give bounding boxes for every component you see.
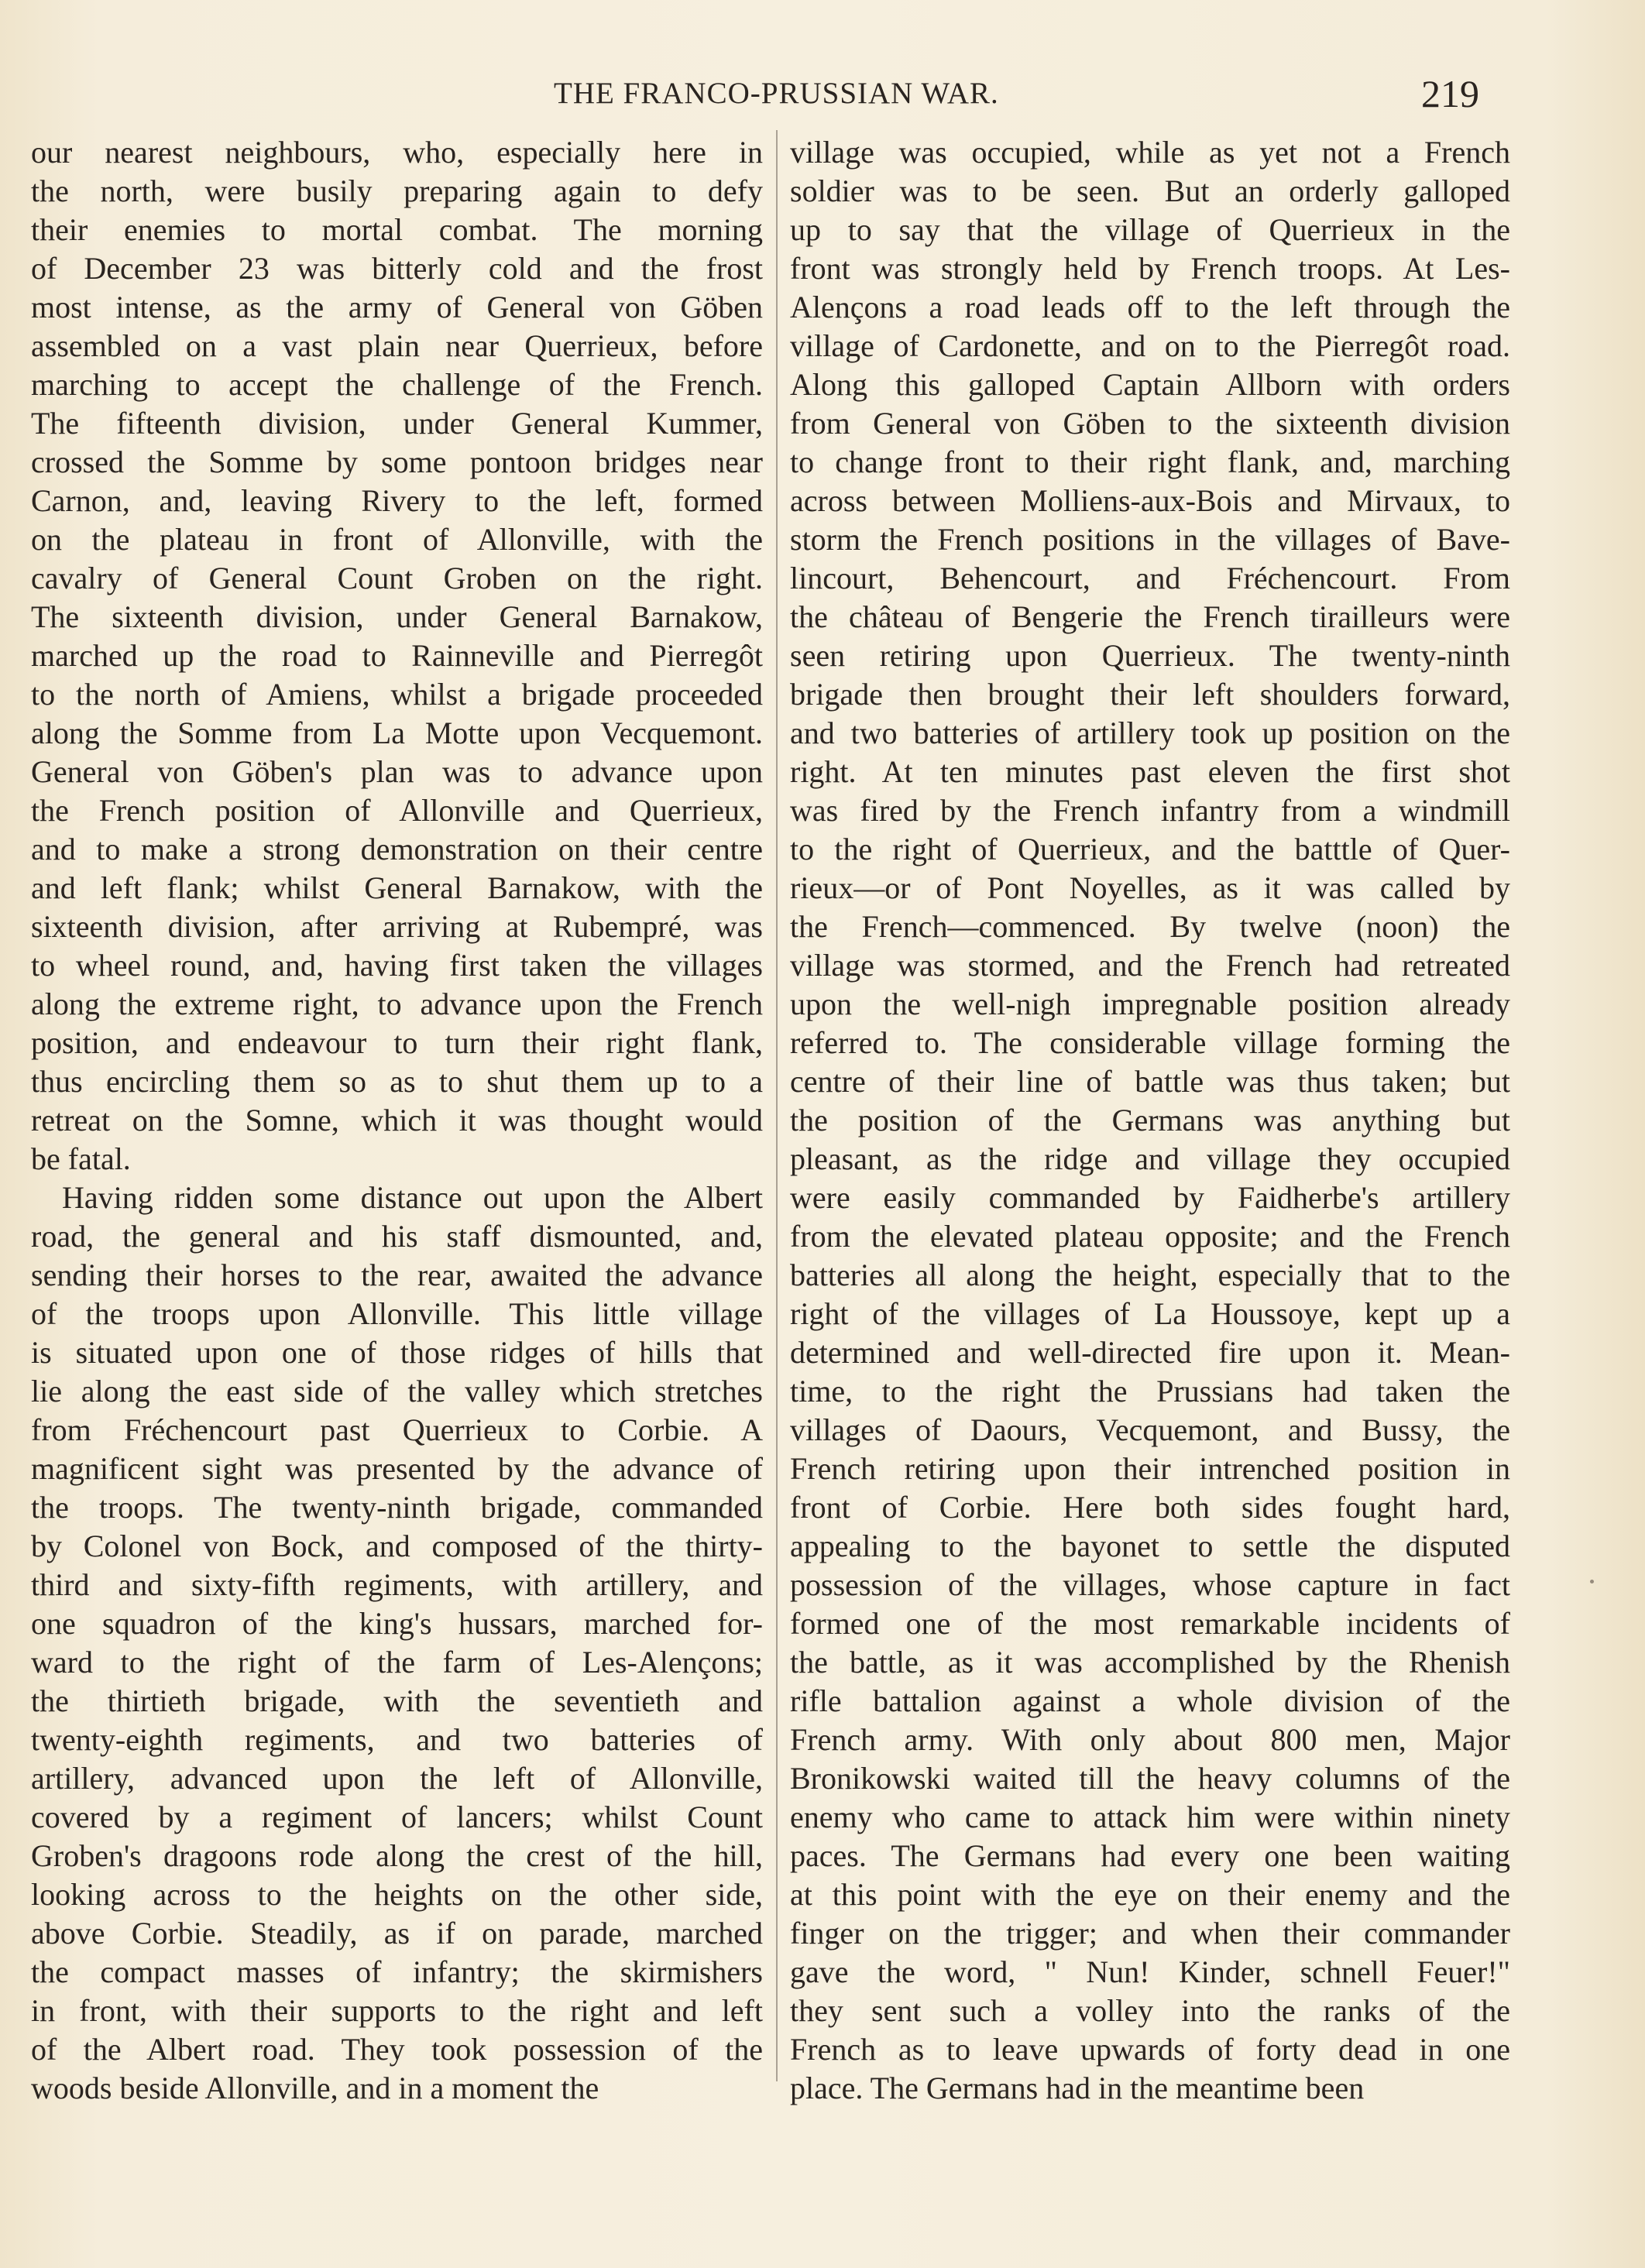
text-line: cavalry of General Count Groben on the right. (31, 561, 763, 595)
text-line: be fatal. (31, 1141, 131, 1176)
text-line: the thirtieth brigade, with the seventieth and (31, 1683, 763, 1718)
text-line: determined and well-directed fire upon it. Mean- (790, 1335, 1510, 1370)
text-line: one squadron of the king's hussars, marched for- (31, 1606, 763, 1641)
text-line: road, the general and his staff dismounted, and, (31, 1219, 763, 1254)
running-title: THE FRANCO-PRUSSIAN WAR. (554, 77, 999, 110)
text-line: batteries all along the height, especially that to the (790, 1258, 1510, 1292)
text-line: to the north of Amiens, whilst a brigade proceeded (31, 677, 763, 712)
text-line: to wheel round, and, having first taken the villages (31, 948, 763, 983)
text-line: finger on the trigger; and when their commander (790, 1916, 1510, 1951)
text-line: gave the word, " Nun! Kinder, schnell Feuer!" (790, 1954, 1510, 1989)
column-rule (776, 130, 778, 2081)
text-line: village was occupied, while as yet not a French (790, 135, 1510, 170)
text-line: assembled on a vast plain near Querrieux, before (31, 328, 763, 363)
text-line: village of Cardonette, and on to the Pierregôt road. (790, 328, 1510, 363)
text-line: The fifteenth division, under General Kummer, (31, 406, 763, 441)
text-line: marched up the road to Rainneville and Pierregôt (31, 638, 763, 673)
text-line: they sent such a volley into the ranks of the (790, 1993, 1510, 2028)
text-line: and two batteries of artillery took up position on the (790, 715, 1510, 750)
text-line: villages of Daours, Vecquemont, and Bussy, the (790, 1412, 1510, 1447)
text-line: rifle battalion against a whole division of the (790, 1683, 1510, 1718)
text-line: is situated upon one of those ridges of hills that (31, 1335, 763, 1370)
text-line: appealing to the bayonet to settle the disputed (790, 1529, 1510, 1563)
text-line: most intense, as the army of General von Göben (31, 290, 763, 324)
text-line: twenty-eighth regiments, and two batteries of (31, 1722, 763, 1757)
text-line: Carnon, and, leaving Rivery to the left, formed (31, 483, 763, 518)
text-line: village was stormed, and the French had retreated (790, 948, 1510, 983)
text-line: the compact masses of infantry; the skirmishers (31, 1954, 763, 1989)
text-line: sending their horses to the rear, awaited the advance (31, 1258, 763, 1292)
text-line: to change front to their right flank, and, marching (790, 444, 1510, 479)
text-line: from Fréchencourt past Querrieux to Corbie. A (31, 1412, 763, 1447)
text-line: time, to the right the Prussians had taken the (790, 1374, 1510, 1408)
text-line: artillery, advanced upon the left of Allonville, (31, 1761, 763, 1796)
page-number: 219 (1421, 72, 1479, 115)
text-line: from General von Göben to the sixteenth division (790, 406, 1510, 441)
text-line: across between Molliens-aux-Bois and Mirvaux, to (790, 483, 1510, 518)
text-line: up to say that the village of Querrieux in the (790, 212, 1510, 247)
text-line: French retiring upon their intrenched position in (790, 1451, 1510, 1486)
text-line: the troops. The twenty-ninth brigade, commanded (31, 1490, 763, 1525)
text-line: above Corbie. Steadily, as if on parade, marched (31, 1916, 763, 1951)
text-line: crossed the Somme by some pontoon bridges near (31, 444, 763, 479)
text-line: third and sixty-fifth regiments, with artillery, and (31, 1567, 763, 1602)
text-line: covered by a regiment of lancers; whilst Count (31, 1800, 763, 1834)
left-column (31, 133, 763, 2108)
text-line: formed one of the most remarkable incidents of (790, 1606, 1510, 1641)
ink-speck (1590, 1580, 1594, 1583)
right-column (790, 133, 1510, 2108)
text-line: seen retiring upon Querrieux. The twenty-ninth (790, 638, 1510, 673)
text-line: by Colonel von Bock, and composed of the thirty- (31, 1529, 763, 1563)
text-line: upon the well-nigh impregnable position already (790, 986, 1510, 1021)
text-line: lincourt, Behencourt, and Fréchencourt. From (790, 561, 1510, 595)
text-line: Along this galloped Captain Allborn with orders (790, 367, 1510, 402)
text-line: on the plateau in front of Allonville, with the (31, 522, 763, 557)
text-line: the position of the Germans was anything but (790, 1103, 1510, 1137)
text-line: the north, were busily preparing again to defy (31, 173, 763, 208)
text-line: sixteenth division, after arriving at Rubempré, was (31, 909, 763, 944)
text-line: lie along the east side of the valley which stretches (31, 1374, 763, 1408)
text-line: paces. The Germans had every one been waiting (790, 1838, 1510, 1873)
text-line: rieux—or of Pont Noyelles, as it was called by (790, 870, 1510, 905)
text-line: Having ridden some distance out upon the Albert (62, 1180, 763, 1215)
text-line: the French position of Allonville and Querrieux, (31, 793, 763, 828)
text-line: woods beside Allonville, and in a moment the (31, 2071, 599, 2105)
text-line: from the elevated plateau opposite; and the French (790, 1219, 1510, 1254)
text-line: place. The Germans had in the meantime been (790, 2071, 1365, 2105)
text-line: of the troops upon Allonville. This little village (31, 1296, 763, 1331)
text-line: the château of Bengerie the French tirailleurs were (790, 599, 1510, 634)
text-line: along the extreme right, to advance upon the French (31, 986, 763, 1021)
text-line: retreat on the Somne, which it was thought would (31, 1103, 763, 1137)
text-line: enemy who came to attack him were within ninety (790, 1800, 1510, 1834)
text-line: magnificent sight was presented by the advance of (31, 1451, 763, 1486)
text-line: were easily commanded by Faidherbe's artillery (790, 1180, 1510, 1215)
running-head (0, 71, 1645, 125)
text-line: was fired by the French infantry from a windmill (790, 793, 1510, 828)
text-line: ward to the right of the farm of Les-Alençons; (31, 1645, 763, 1680)
text-line: the battle, as it was accomplished by the Rhenish (790, 1645, 1510, 1680)
text-line: our nearest neighbours, who, especially here in (31, 135, 763, 170)
text-line: the French—commenced. By twelve (noon) the (790, 909, 1510, 944)
text-line: looking across to the heights on the other side, (31, 1877, 763, 1912)
text-line: in front, with their supports to the right and left (31, 1993, 763, 2028)
text-line: right of the villages of La Houssoye, kept up a (790, 1296, 1510, 1331)
text-line: front was strongly held by French troops. At Les- (790, 251, 1510, 286)
text-line: front of Corbie. Here both sides fought hard, (790, 1490, 1510, 1525)
text-line: Alençons a road leads off to the left through the (790, 290, 1510, 324)
text-line: and left flank; whilst General Barnakow, with the (31, 870, 763, 905)
text-line: possession of the villages, whose capture in fact (790, 1567, 1510, 1602)
text-line: storm the French positions in the villages of Bave- (790, 522, 1510, 557)
text-line: centre of their line of battle was thus taken; but (790, 1064, 1510, 1099)
text-line: of the Albert road. They took possession of the (31, 2032, 763, 2067)
text-line: French army. With only about 800 men, Major (790, 1722, 1510, 1757)
text-line: soldier was to be seen. But an orderly galloped (790, 173, 1510, 208)
text-line: right. At ten minutes past eleven the first shot (790, 754, 1510, 789)
text-line: of December 23 was bitterly cold and the frost (31, 251, 763, 286)
text-line: to the right of Querrieux, and the batttle of Quer- (790, 832, 1510, 866)
text-line: Bronikowski waited till the heavy columns of the (790, 1761, 1510, 1796)
text-line: at this point with the eye on their enemy and the (790, 1877, 1510, 1912)
text-line: along the Somme from La Motte upon Vecquemont. (31, 715, 763, 750)
text-line: thus encircling them so as to shut them up to a (31, 1064, 763, 1099)
text-line: marching to accept the challenge of the French. (31, 367, 763, 402)
text-line: pleasant, as the ridge and village they occupied (790, 1141, 1510, 1176)
text-line: General von Göben's plan was to advance upon (31, 754, 763, 789)
text-line: brigade then brought their left shoulders forward, (790, 677, 1510, 712)
text-line: their enemies to mortal combat. The morning (31, 212, 763, 247)
text-line: position, and endeavour to turn their right flank, (31, 1025, 763, 1060)
text-line: French as to leave upwards of forty dead in one (790, 2032, 1510, 2067)
text-line: The sixteenth division, under General Barnakow, (31, 599, 763, 634)
text-line: Groben's dragoons rode along the crest of the hill, (31, 1838, 763, 1873)
text-line: and to make a strong demonstration on their centre (31, 832, 763, 866)
text-line: referred to. The considerable village forming the (790, 1025, 1510, 1060)
